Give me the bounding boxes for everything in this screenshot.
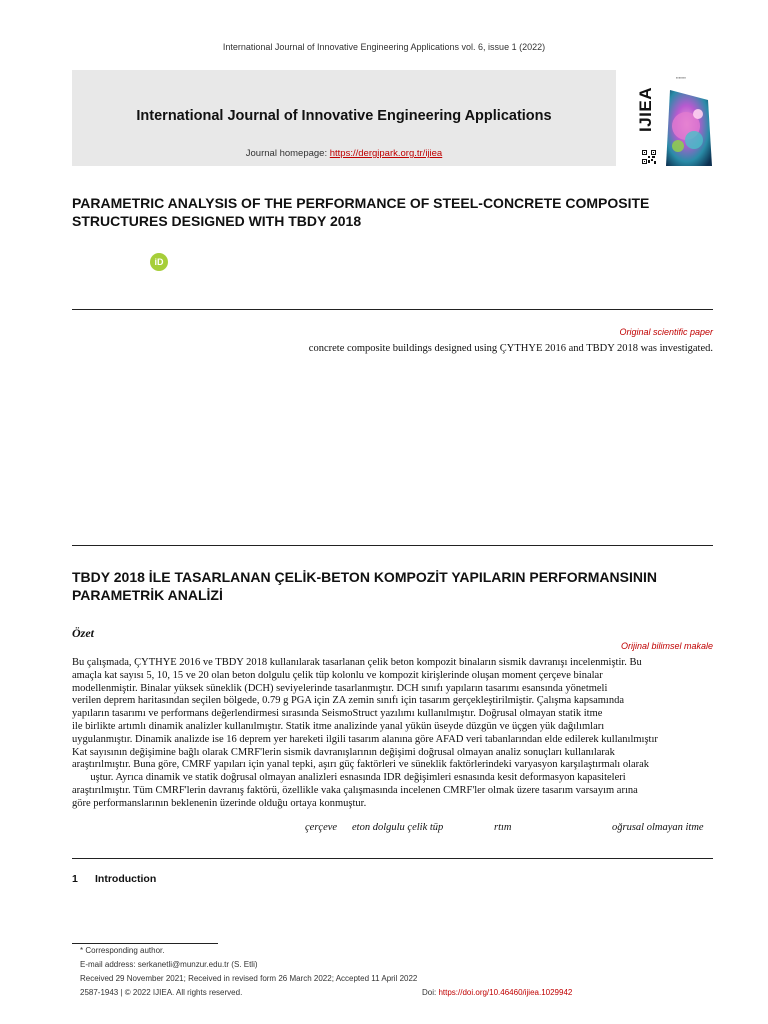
received-dates: Received 29 November 2021; Received in revised form 26 March 2022; Accepted 11 April 2022 xyxy=(80,974,418,983)
article-type-tr: Orijinal bilimsel makale xyxy=(620,641,713,651)
ozet-line: amaçla kat sayısı 5, 10, 15 ve 20 olan beton dolgulu çelik tüp kolonlu ve kompozit kirişlerinde oluşan moment çerçeve binalar xyxy=(72,669,603,681)
divider xyxy=(72,545,713,546)
cover-art-image xyxy=(664,84,714,166)
article-type-en: Original scientific paper xyxy=(619,327,713,337)
divider xyxy=(72,858,713,859)
ozet-body xyxy=(72,657,713,811)
qr-code-icon xyxy=(642,150,656,164)
ozet-line: uygulanmıştır. Dinamik analizde ise 16 deprem yer hareketi ilgili tasarım alanına göre AFAD veri tabanlarından elde edilerek kullanılmıştır xyxy=(72,733,658,745)
doi-label: Doi: xyxy=(422,988,439,997)
section-number: 1 xyxy=(72,873,78,885)
doi xyxy=(422,988,572,997)
section-heading: Introduction xyxy=(95,873,157,885)
keyword: oğrusal olmayan itme xyxy=(612,822,704,833)
ozet-line: Bu çalışmada, ÇYTHYE 2016 ve TBDY 2018 kullanılarak tasarlanan çelik beton kompozit binaların sismik davranışı incelenmiştir. Bu xyxy=(72,657,642,668)
email-address: E-mail address: serkanetli@munzur.edu.tr (S. Etli) xyxy=(80,960,258,969)
logo-text: IJIEA xyxy=(636,86,655,132)
homepage-link[interactable]: https://dergipark.org.tr/ijiea xyxy=(329,148,443,159)
divider xyxy=(72,309,713,310)
journal-name: International Journal of Innovative Engineering Applications xyxy=(136,108,552,124)
ozet-line: Kat sayısının değişimine bağlı olarak CMRF'lerin sismik davranışlarının değişimi doğrusal olmayan analiz sonuçları kullanılarak xyxy=(72,746,615,758)
ozet-line: yapıların tasarımı ve performans değerlendirmesi sırasında SeismoStruct yazılımı kullanılmıştır. Doğrusal olmayan statik itme xyxy=(72,708,603,720)
abstract-fragment: concrete composite buildings designed using ÇYTHYE 2016 and TBDY 2018 was investigated. xyxy=(308,343,713,354)
keyword: eton dolgulu çelik tüp xyxy=(352,822,444,833)
article-title-en: PARAMETRIC ANALYSIS OF THE PERFORMANCE OF STEEL-CONCRETE COMPOSITE STRUCTURES DESIGNED WITH TBDY 2018 xyxy=(72,195,650,229)
orcid-icon[interactable]: iD xyxy=(150,253,168,271)
copyright: 2587-1943 | © 2022 IJIEA. All rights reserved. xyxy=(80,988,243,997)
ozet-line: araştırılmıştır. Tüm CMRF'lerin davranış faktörü, özellikle vaka çalışmasında incelenen CMRF'ler olmak üzere tasarım varsayım arına xyxy=(72,784,638,796)
homepage-label: Journal homepage: xyxy=(245,148,330,159)
article-title-tr: TBDY 2018 İLE TASARLANAN ÇELİK-BETON KOMPOZİT YAPILARIN PERFORMANSININ PARAMETRİK ANALİZİ xyxy=(72,569,657,603)
ozet-line: modellenmiştir. Binalar yüksek süneklik (DCH) seviyelerinde tasarlanmıştır. DCH sınıfı yapıların tasarımı esansında yönetmeli xyxy=(72,682,608,694)
journal-homepage xyxy=(72,148,616,159)
ozet-line: ile birlikte artımlı dinamik analizler kullanılmıştır. Statik itme analizinde yanal yükün üseyde düzgün ve üçgen yük dağılımları xyxy=(72,720,605,732)
ozet-line: araştırılmıştır. Buna göre, CMRF yapıları için yanal tepki, aşırı güç faktörleri ve süneklik faktörlerindeki varyasyon karşılaştırmalı olarak xyxy=(72,759,650,771)
logo-fine-print: ▪▪▪▪▪▪▪ xyxy=(676,75,686,80)
ozet-line: uştur. Ayrıca dinamik ve statik doğrusal olmayan analizleri esnasında IDR değişimleri esnasında kesit deformasyon kapasiteleri xyxy=(72,772,626,784)
running-head: International Journal of Innovative Engineering Applications vol. 6, issue 1 (2022) xyxy=(222,42,546,52)
ozet-heading: Özet xyxy=(72,626,94,640)
footnote-divider xyxy=(72,943,218,944)
ozet-line: verilen deprem haritasından seçilen bölgede, 0.79 g PGA için ZA zemin sınıfı için tasarım gerçekleştirilmiştir. Çalışma kapsamında xyxy=(72,695,624,707)
keyword: çerçeve xyxy=(305,822,338,833)
corresponding-author-note: * Corresponding author. xyxy=(80,946,165,955)
keyword: rtım xyxy=(494,822,512,833)
doi-link[interactable]: https://doi.org/10.46460/ijiea.1029942 xyxy=(438,988,573,997)
ozet-line: göre performanslarının beklenenin üzerinde olduğu ortaya konmuştur. xyxy=(72,797,367,809)
